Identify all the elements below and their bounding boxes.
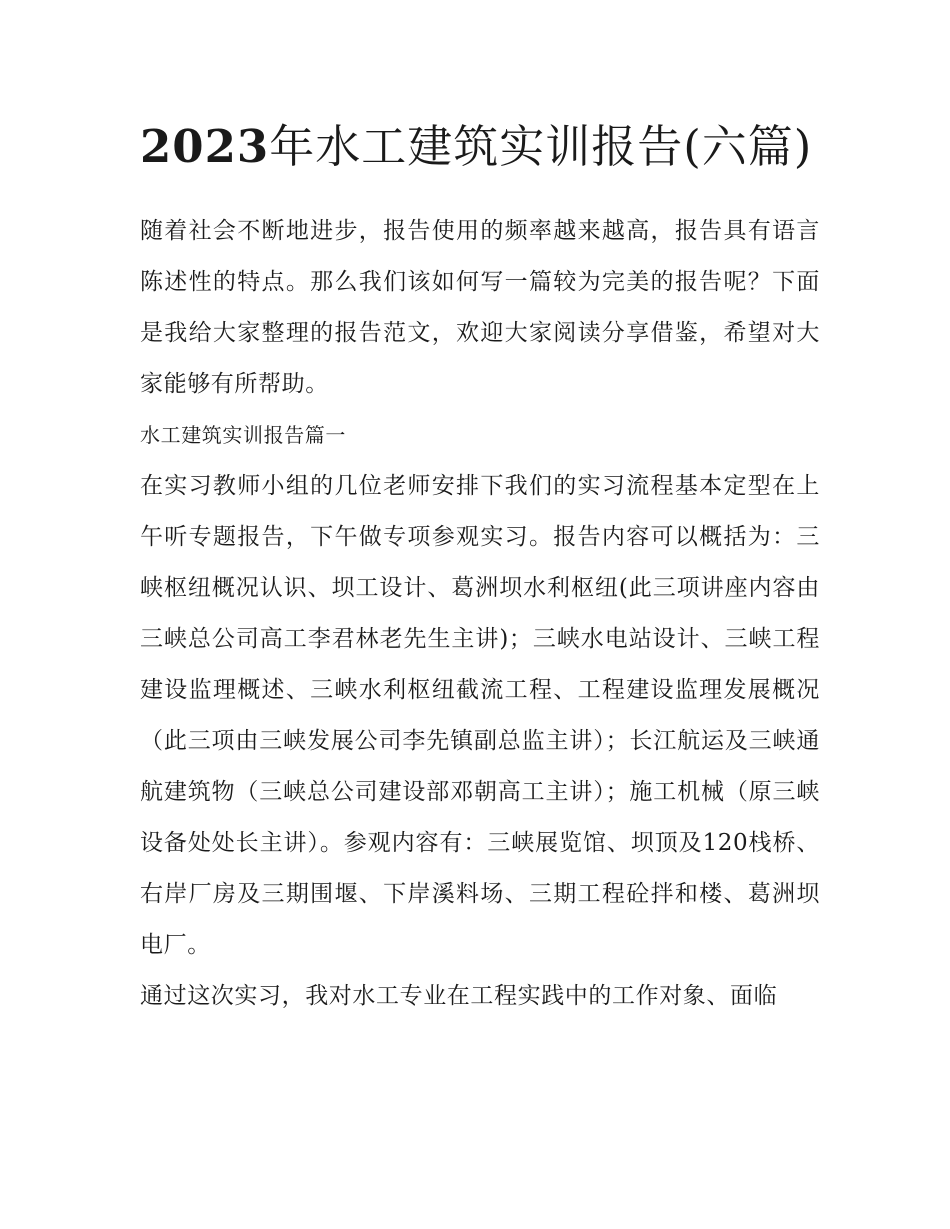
document-page	[140, 108, 820, 1022]
title-text: 年水工建筑实训报告(六篇)	[269, 120, 813, 173]
document-title	[140, 108, 820, 186]
intro-paragraph: 随着社会不断地进步，报告使用的频率越来越高，报告具有语言陈述性的特点。那么我们该如何写一篇较为完美的报告呢？下面是我给大家整理的报告范文，欢迎大家阅读分享借鉴，希望对大家能够有所帮助。	[140, 218, 820, 397]
section-heading: 水工建筑实训报告篇一	[140, 423, 346, 447]
body-paragraph: 通过这次实习，我对水工专业在工程实践中的工作对象、面临	[140, 983, 778, 1009]
title-year: 2023	[140, 120, 270, 173]
body-paragraph: 在实习教师小组的几位老师安排下我们的实习流程基本定型在上午听专题报告，下午做专项参观实习。报告内容可以概括为：三峡枢纽概况认识、坝工设计、葛洲坝水利枢纽(此三项讲座内容由三峡总公司高工李君林老先生主讲)；三峡水电站设计、三峡工程建设监理概述、三峡水利枢纽截流工程、工程建设监理发展概况（此三项由三峡发展公司李先镇副总监主讲）；长江航运及三峡通航建筑物（三峡总公司建设部邓朝高工主讲）；施工机械（原三峡设备处处长主讲）。参观内容有：三峡展览馆、坝顶及120栈桥、右岸厂房及三期围堰、下岸溪料场、三期工程砼拌和楼、葛洲坝电厂。	[140, 473, 820, 958]
